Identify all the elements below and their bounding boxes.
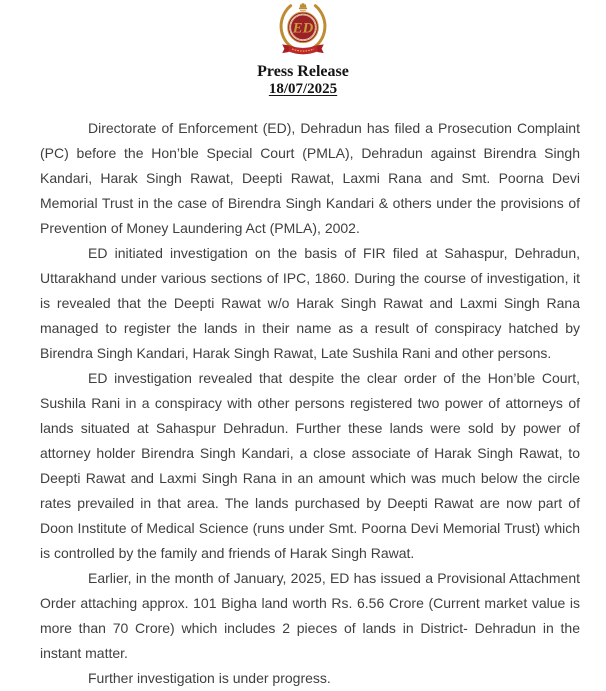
ashoka-capital-icon <box>299 3 307 11</box>
page-title: Press Release <box>257 63 349 80</box>
seal-circle <box>288 12 319 43</box>
header <box>0 0 606 98</box>
press-release-body <box>0 98 606 691</box>
paragraph-5: Further investigation is under progress. <box>88 670 331 686</box>
ed-emblem-logo <box>275 0 331 58</box>
release-date: 18/07/2025 <box>268 81 338 97</box>
ed-monogram: ED <box>292 20 314 37</box>
ribbon-banner-icon <box>282 44 324 54</box>
paragraph-2: ED initiated investigation on the basis of FIR filed at Sahaspur, Dehradun, Uttarakhand under various sections of IPC, 1860. During the course of investigation, it is revealed that the Deepti Rawat w/o Harak Singh Rawat and Laxmi Singh Rana managed to register the lands in their name as a result of conspiracy hatched by Birendra Singh Kandari, Harak Singh Rawat, Late Sushila Rani and other persons. <box>40 245 580 361</box>
paragraph-1: Directorate of Enforcement (ED), Dehradun has filed a Prosecution Complaint (PC) before the Hon’ble Special Court (PMLA), Dehradun against Birendra Singh Kandari, Harak Singh Rawat, Deepti Rawat, Laxmi Rana and Smt. Poorna Devi Memorial Trust in the case of Birendra Singh Kandari & others under the provisions of Prevention of Money Laundering Act (PMLA), 2002. <box>40 120 580 236</box>
paragraph-4: Earlier, in the month of January, 2025, ED has issued a Provisional Attachment Order attaching approx. 101 Bigha land worth Rs. 6.56 Crore (Current market value is more than 70 Crore) which includes 2 pieces of lands in District- Dehradun in the instant matter. <box>40 570 580 661</box>
paragraph-3: ED investigation revealed that despite the clear order of the Hon’ble Court, Sushila Rani in a conspiracy with other persons registered two power of attorneys of lands situated at Sahaspur Dehradun. Further these lands were sold by power of attorney holder Birendra Singh Kandari, a close associate of Harak Singh Rawat, to Deepti Rawat and Laxmi Singh Rana in an amount which was much below the circle rates prevailed in that area. The lands purchased by Deepti Rawat are now part of Doon Institute of Medical Science (runs under Smt. Poorna Devi Memorial Trust) which is controlled by the family and friends of Harak Singh Rawat. <box>40 370 580 561</box>
